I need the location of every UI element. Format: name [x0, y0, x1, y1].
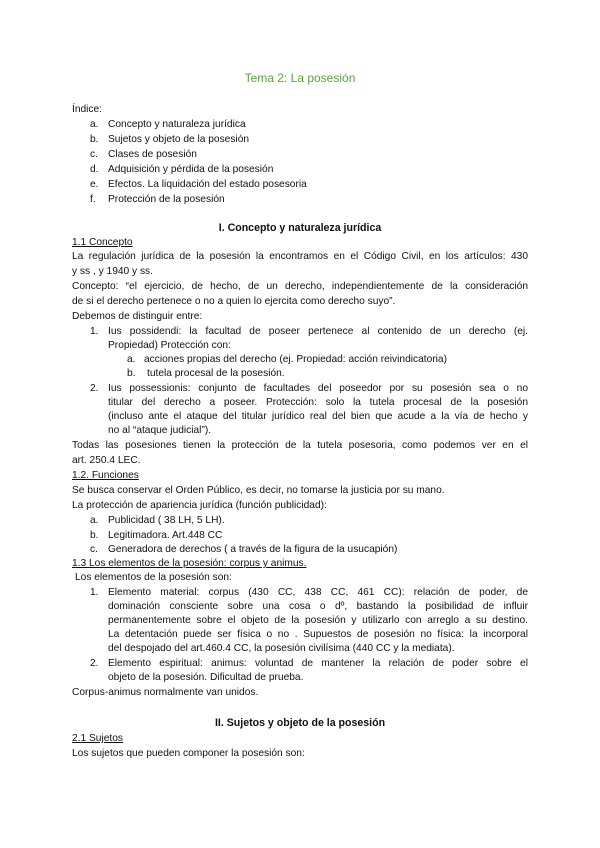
index-item: Adquisición y pérdida de la posesión: [108, 164, 274, 175]
document-title: Tema 2: La posesión: [244, 71, 356, 85]
list-item-line: titular del derecho a poseer. Protección: solo la tutela procesal de la posesión: [108, 397, 528, 408]
subsection-heading: 1.3 Los elementos de la posesión: corpus y animus.: [72, 558, 307, 569]
index-item: Protección de la posesión: [108, 194, 225, 205]
list-mark: b.: [127, 368, 136, 379]
paragraph-line: La protección de apariencia jurídica (función publicidad):: [72, 500, 327, 511]
section-heading: II. Sujetos y objeto de la posesión: [214, 717, 386, 729]
index-label: Índice:: [72, 104, 103, 115]
list-item-line: Ius possessionis: conjunto de facultades del poseedor por su posesión sea o no: [108, 383, 528, 394]
list-item-line: dominación consciente sobre una cosa o dº, bastando la posibilidad de influir: [108, 601, 528, 612]
index-mark: c.: [90, 149, 98, 160]
list-item-line: permanentemente sobre el objeto de la posesión y utilizarlo con arreglo a su destino.: [108, 615, 528, 626]
list-mark: 2.: [90, 383, 99, 394]
paragraph-line: Se busca conservar el Orden Público, es decir, no tomarse la justicia por su mano.: [72, 485, 445, 496]
index-mark: d.: [90, 164, 99, 175]
list-mark: 1.: [90, 587, 99, 598]
paragraph-line: La regulación jurídica de la posesión la encontramos en el Código Civil, en los artículos: 430: [72, 251, 528, 262]
paragraph-line: Los sujetos que pueden componer la posesión son:: [72, 748, 305, 759]
list-item: Legitimadora. Art.448 CC: [108, 530, 223, 541]
list-item-line: del despojado del art.460.4 CC, la posesión civilísima (440 CC y la mediata).: [108, 643, 455, 654]
paragraph-line: Los elementos de la posesión son:: [75, 572, 232, 583]
list-item-line: (incluso ante el ataque del titular jurídico real del bien que acude a la vía de hecho y: [108, 411, 528, 422]
list-item: Publicidad ( 38 LH, 5 LH).: [108, 515, 225, 526]
index-item: Efectos. La liquidación del estado posesoria: [108, 179, 307, 190]
paragraph-line: de si el derecho pertenece o no a quien lo ejercita como derecho suyo”.: [72, 296, 396, 307]
list-item-line: Propiedad) Protección con:: [108, 340, 231, 351]
index-item: Sujetos y objeto de la posesión: [108, 134, 250, 145]
list-mark: a.: [127, 354, 136, 365]
list-mark: a.: [90, 515, 99, 526]
section-heading: I. Concepto y naturaleza jurídica: [218, 222, 382, 234]
list-mark: b.: [90, 530, 99, 541]
list-item-line: Elemento espiritual: animus: voluntad de mantener la relación de poder sobre el: [108, 658, 528, 669]
paragraph-line: Debemos de distinguir entre:: [72, 311, 203, 322]
index-item: Clases de posesión: [108, 149, 197, 160]
list-item: Generadora de derechos ( a través de la figura de la usucapión): [108, 544, 398, 555]
index-mark: a.: [90, 119, 99, 130]
list-item-line: no al “ataque judicial”).: [108, 425, 212, 436]
index-mark: b.: [90, 134, 99, 145]
subsection-heading: 2.1 Sujetos: [72, 733, 123, 744]
paragraph-line: Concepto: “el ejercicio, de hecho, de un derecho, independientemente de la consideración: [72, 281, 528, 292]
list-mark: 2.: [90, 658, 99, 669]
list-item-line: La detentación puede ser física o no . Supuestos de posesión no física: la incorporal: [108, 629, 528, 640]
paragraph-line: Todas las posesiones tienen la protección de la tutela posesoria, como podemos ver en el: [72, 440, 528, 451]
index-item: Concepto y naturaleza jurídica: [108, 119, 246, 130]
subsection-heading: 1.1 Concepto: [72, 237, 133, 248]
list-item-line: acciones propias del derecho (ej. Propiedad: acción reivindicatoria): [144, 354, 447, 365]
paragraph-line: art. 250.4 LEC.: [72, 455, 141, 466]
paragraph-line: y ss , y 1940 y ss.: [72, 266, 153, 277]
list-item-line: Elemento material: corpus (430 CC, 438 CC, 461 CC): relación de poder, de: [108, 587, 528, 598]
subsection-heading: 1.2. Funciones: [72, 470, 139, 481]
list-mark: c.: [90, 544, 98, 555]
index-mark: e.: [90, 179, 99, 190]
paragraph-line: Corpus-animus normalmente van unidos.: [72, 687, 259, 698]
index-mark: f.: [90, 194, 96, 205]
list-item-line: Ius possidendi: la facultad de poseer pertenece al contenido de un derecho (ej.: [108, 326, 528, 337]
list-mark: 1.: [90, 326, 99, 337]
list-item-line: objeto de la posesión. Dificultad de prueba.: [108, 672, 304, 683]
list-item-line: tutela procesal de la posesión.: [147, 368, 285, 379]
